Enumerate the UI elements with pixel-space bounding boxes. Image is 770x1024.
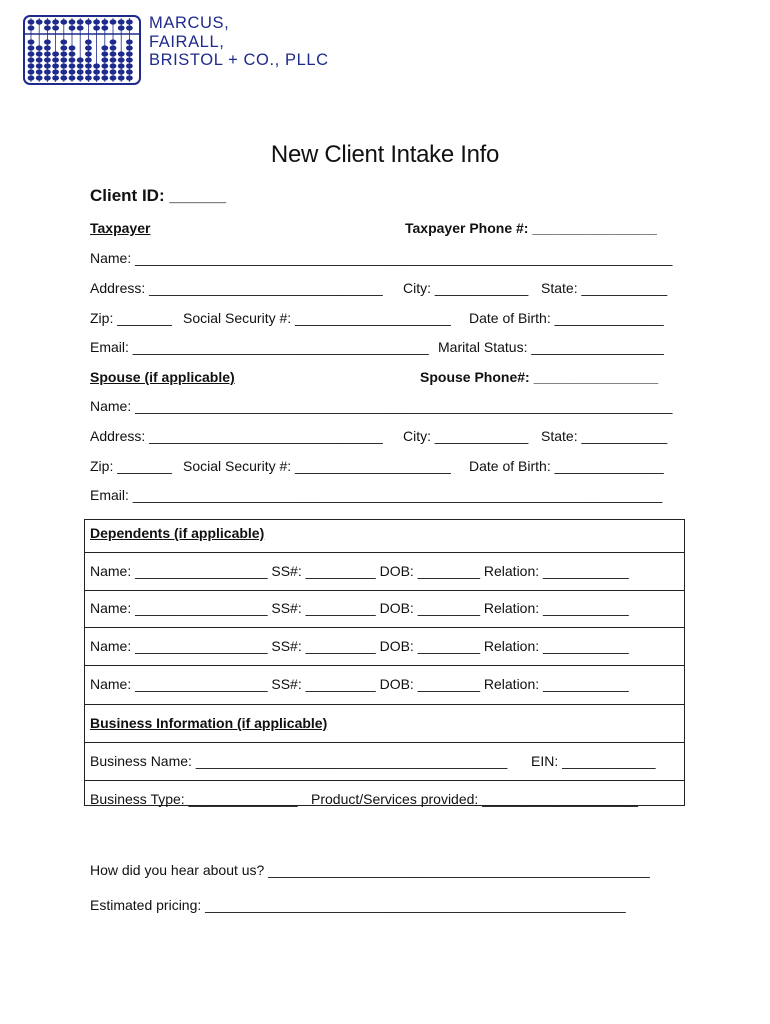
dependent-row[interactable]: Name: _________________ SS#: _________ DOB: ________ Relation: ___________	[90, 676, 629, 692]
taxpayer-heading: Taxpayer	[90, 220, 151, 236]
page-title: New Client Intake Info	[270, 141, 500, 168]
firm-name-line-1: MARCUS,	[149, 14, 230, 32]
referral-source-field[interactable]: How did you hear about us? _________________________________________________	[90, 862, 650, 878]
divider	[84, 665, 685, 666]
business-products-field[interactable]: Product/Services provided: ____________________	[311, 791, 638, 807]
firm-name	[149, 14, 329, 70]
taxpayer-zip-field[interactable]: Zip: _______	[90, 310, 172, 326]
client-id-field[interactable]: Client ID: ______	[90, 186, 227, 205]
spouse-name-field[interactable]: Name: _____________________________________________________________________	[90, 398, 673, 414]
spouse-state-field[interactable]: State: ___________	[541, 428, 668, 444]
business-heading: Business Information (if applicable)	[90, 715, 328, 731]
divider	[84, 627, 685, 628]
taxpayer-city-field[interactable]: City: ____________	[403, 280, 529, 296]
dependents-heading: Dependents (if applicable)	[90, 525, 265, 541]
divider	[84, 780, 685, 781]
abacus-icon	[22, 14, 142, 86]
spouse-zip-field[interactable]: Zip: _______	[90, 458, 172, 474]
spouse-email-field[interactable]: Email: ____________________________________________________________________	[90, 487, 663, 503]
spouse-dob-field[interactable]: Date of Birth: ______________	[469, 458, 664, 474]
taxpayer-phone-field[interactable]: Taxpayer Phone #: ________________	[405, 220, 657, 236]
taxpayer-address-field[interactable]: Address: ______________________________	[90, 280, 383, 296]
firm-name-line-3: BRISTOL + CO., PLLC	[149, 51, 329, 69]
spouse-city-field[interactable]: City: ____________	[403, 428, 529, 444]
spouse-phone-field[interactable]: Spouse Phone#: ________________	[420, 369, 659, 385]
divider	[84, 590, 685, 591]
business-ein-field[interactable]: EIN: ____________	[531, 753, 656, 769]
firm-name-line-2: FAIRALL,	[149, 32, 225, 51]
dependent-row[interactable]: Name: _________________ SS#: _________ DOB: ________ Relation: ___________	[90, 600, 629, 616]
taxpayer-email-field[interactable]: Email: ______________________________________	[90, 339, 429, 355]
divider	[84, 742, 685, 743]
divider	[84, 704, 685, 705]
taxpayer-state-field[interactable]: State: ___________	[541, 280, 668, 296]
taxpayer-ssn-field[interactable]: Social Security #: ____________________	[183, 310, 451, 326]
taxpayer-marital-field[interactable]: Marital Status: _________________	[438, 339, 664, 355]
spouse-address-field[interactable]: Address: ______________________________	[90, 428, 383, 444]
spouse-ssn-field[interactable]: Social Security #: ____________________	[183, 458, 451, 474]
estimated-pricing-field[interactable]: Estimated pricing: ______________________________________________________	[90, 897, 626, 913]
business-name-field[interactable]: Business Name: ________________________________________	[90, 753, 508, 769]
spouse-heading: Spouse (if applicable)	[90, 369, 235, 385]
business-type-field[interactable]: Business Type: ______________	[90, 791, 298, 807]
dependent-row[interactable]: Name: _________________ SS#: _________ DOB: ________ Relation: ___________	[90, 563, 629, 579]
taxpayer-name-field[interactable]: Name: _____________________________________________________________________	[90, 250, 673, 266]
divider	[84, 552, 685, 553]
taxpayer-dob-field[interactable]: Date of Birth: ______________	[469, 310, 664, 326]
dependent-row[interactable]: Name: _________________ SS#: _________ DOB: ________ Relation: ___________	[90, 638, 629, 654]
